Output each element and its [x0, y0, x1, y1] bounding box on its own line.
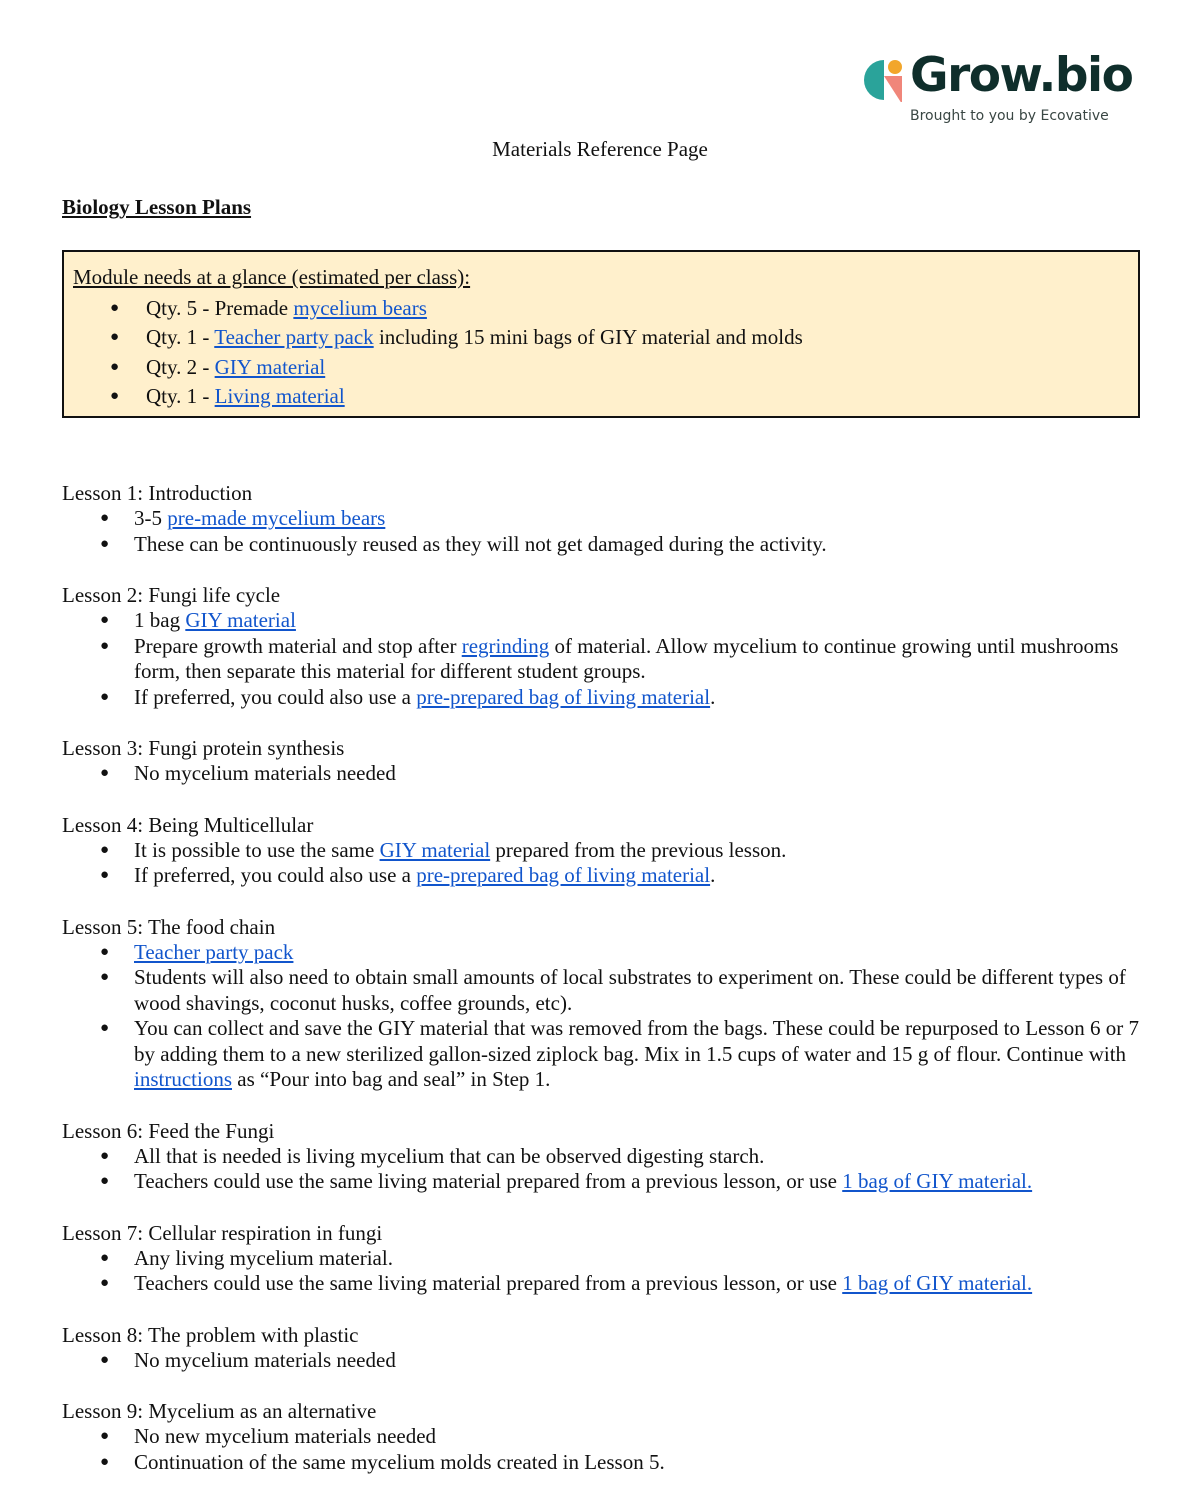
lesson-section: [62, 1118, 1142, 1195]
lesson-material-item: [100, 633, 1142, 685]
item-link[interactable]: Living material: [214, 383, 345, 408]
module-needs-box: [62, 250, 1140, 418]
lesson-title: Lesson 5: The food chain: [62, 914, 276, 939]
module-needs-item: [110, 323, 1126, 352]
bullet-icon: ●: [100, 510, 110, 526]
lesson-section: [62, 914, 1142, 1093]
item-text: Students will also need to obtain small amounts of local substrates to experiment on. These could be different types of wood shavings, coconut husks, coffee grounds, etc).: [134, 965, 1126, 1015]
lesson-title: Lesson 7: Cellular respiration in fungi: [62, 1220, 383, 1245]
item-text: Qty. 1 -: [146, 325, 215, 350]
item-text: If preferred, you could also use a: [134, 684, 417, 709]
bullet-icon: ●: [100, 688, 110, 705]
lesson-material-item: [100, 1143, 1142, 1170]
item-text: 3-5: [134, 506, 168, 530]
bullet-icon: ●: [100, 535, 110, 552]
lessons-list: [62, 480, 1142, 1500]
lesson-material-item: [100, 1245, 1142, 1272]
item-link[interactable]: GIY material: [185, 608, 296, 632]
module-needs-item: [110, 294, 1126, 323]
bullet-icon: ●: [100, 1351, 110, 1368]
bullet-icon: ●: [100, 969, 110, 985]
lesson-materials-list: [62, 1348, 1142, 1374]
lesson-material-item: [100, 939, 1142, 966]
item-link[interactable]: pre-prepared bag of living material: [416, 863, 711, 887]
item-text-after: .: [710, 684, 716, 709]
lesson-materials-list: [62, 1424, 1142, 1475]
lesson-material-item: [100, 608, 1142, 634]
lesson-material-item: [100, 1449, 1142, 1476]
grow-bio-logo: [864, 48, 1133, 130]
item-link[interactable]: 1 bag of GIY material.: [842, 1169, 1033, 1193]
lesson-material-item: [100, 1169, 1142, 1195]
item-text: Qty. 1 -: [146, 383, 215, 408]
item-text: Qty. 2 -: [146, 354, 215, 379]
item-text: Any living mycelium material.: [134, 1245, 393, 1270]
item-text: Continuation of the same mycelium molds created in Lesson 5.: [134, 1449, 665, 1474]
lesson-materials-list: [62, 761, 1142, 787]
item-link[interactable]: instructions: [134, 1067, 232, 1091]
item-text: All that is needed is living mycelium that can be observed digesting starch.: [134, 1143, 765, 1168]
item-link[interactable]: 1 bag of GIY material.: [842, 1271, 1033, 1295]
lesson-section: [62, 1220, 1142, 1297]
lesson-section: [62, 1322, 1142, 1374]
grow-bio-logo-mark-icon: [864, 58, 908, 102]
lesson-section: [62, 735, 1142, 787]
lesson-material-item: [100, 837, 1142, 864]
item-link[interactable]: GIY material: [214, 354, 326, 379]
lesson-material-item: [100, 1347, 1142, 1374]
item-text: It is possible to use the same: [134, 837, 380, 862]
lesson-section: [62, 812, 1142, 889]
section-title: Biology Lesson Plans: [62, 195, 252, 219]
item-text: Qty. 5 - Premade: [146, 296, 294, 320]
module-needs-list: [110, 294, 1126, 411]
bullet-icon: ●: [100, 637, 110, 654]
lesson-material-item: [100, 1271, 1142, 1297]
item-text-after: of material. Allow mycelium to continue growing until mushrooms form, then separate this material for different student groups.: [134, 633, 1119, 683]
lesson-material-item: [100, 506, 1142, 532]
lesson-materials-list: [62, 838, 1142, 889]
bullet-icon: ●: [100, 943, 110, 960]
bullet-icon: ●: [100, 1453, 110, 1470]
bullet-icon: ●: [100, 841, 110, 858]
bullet-icon: ●: [110, 387, 120, 404]
lesson-title: Lesson 3: Fungi protein synthesis: [62, 736, 345, 760]
item-text: No mycelium materials needed: [134, 1347, 396, 1372]
lesson-material-item: [100, 863, 1142, 889]
item-text-after: prepared from the previous lesson.: [490, 837, 787, 862]
lesson-materials-list: [62, 506, 1142, 557]
lesson-title: Lesson 8: The problem with plastic: [62, 1322, 359, 1347]
item-text: No mycelium materials needed: [134, 761, 396, 785]
lesson-title: Lesson 1: Introduction: [62, 481, 253, 505]
lesson-section: [62, 582, 1142, 710]
item-link[interactable]: pre-prepared bag of living material: [416, 684, 711, 709]
lesson-material-item: [100, 965, 1142, 1016]
lesson-title: Lesson 9: Mycelium as an alternative: [62, 1399, 377, 1423]
bullet-icon: ●: [100, 1275, 110, 1291]
logo-tagline: Brought to you by Ecovative: [910, 108, 1109, 124]
item-link[interactable]: pre-made mycelium bears: [167, 506, 386, 530]
logo-wordmark: Grow.bio: [910, 48, 1133, 103]
item-text: Teachers could use the same living material prepared from a previous lesson, or use: [134, 1169, 843, 1193]
lesson-materials-list: [62, 608, 1142, 710]
bullet-icon: ●: [100, 1428, 110, 1444]
bullet-icon: ●: [100, 1173, 110, 1189]
lesson-materials-list: [62, 940, 1142, 1093]
bullet-icon: ●: [110, 329, 120, 346]
item-text: You can collect and save the GIY material that was removed from the bags. These could be repurposed to Lesson 6 or 7 by adding them to a new sterilized gallon-sized ziplock bag. Mix in 1.5 cups of water and 15 g of flour. Continue with: [134, 1016, 1139, 1066]
bullet-icon: ●: [100, 612, 110, 628]
module-needs-item: [110, 353, 1126, 382]
lesson-materials-list: [62, 1246, 1142, 1297]
module-needs-item: [110, 382, 1126, 411]
lesson-material-item: [100, 684, 1142, 711]
bullet-icon: ●: [100, 1249, 110, 1266]
bullet-icon: ●: [110, 358, 120, 375]
lesson-section: [62, 480, 1142, 557]
item-link[interactable]: GIY material: [379, 837, 491, 862]
lesson-material-item: [100, 531, 1142, 558]
item-link[interactable]: mycelium bears: [293, 296, 427, 320]
lesson-materials-list: [62, 1144, 1142, 1195]
item-text-after: .: [710, 863, 716, 887]
lesson-material-item: [100, 1424, 1142, 1450]
lesson-title: Lesson 6: Feed the Fungi: [62, 1118, 275, 1143]
item-text: 1 bag: [134, 608, 186, 632]
lesson-title: Lesson 4: Being Multicellular: [62, 812, 314, 837]
bullet-icon: ●: [110, 300, 120, 316]
lesson-material-item: [100, 761, 1142, 787]
item-text: If preferred, you could also use a: [134, 863, 417, 887]
item-text: These can be continuously reused as they will not get damaged during the activity.: [134, 531, 827, 556]
module-needs-heading: Module needs at a glance (estimated per class):: [73, 265, 471, 289]
item-text: No new mycelium materials needed: [134, 1424, 437, 1448]
item-link[interactable]: Teacher party pack: [214, 325, 374, 350]
bullet-icon: ●: [100, 867, 110, 883]
item-link[interactable]: regrinding: [461, 633, 550, 658]
bullet-icon: ●: [100, 765, 110, 781]
bullet-icon: ●: [100, 1020, 110, 1036]
item-text-after: including 15 mini bags of GIY material and molds: [373, 325, 803, 350]
item-text: Prepare growth material and stop after: [134, 633, 462, 658]
lesson-section: [62, 1398, 1142, 1475]
lesson-material-item: [100, 1016, 1142, 1093]
item-text: Teachers could use the same living material prepared from a previous lesson, or use: [134, 1271, 843, 1295]
page-title: Materials Reference Page: [492, 137, 708, 161]
lesson-title: Lesson 2: Fungi life cycle: [62, 583, 281, 607]
item-text-after: as “Pour into bag and seal” in Step 1.: [232, 1067, 551, 1091]
item-link[interactable]: Teacher party pack: [134, 939, 294, 964]
bullet-icon: ●: [100, 1147, 110, 1164]
